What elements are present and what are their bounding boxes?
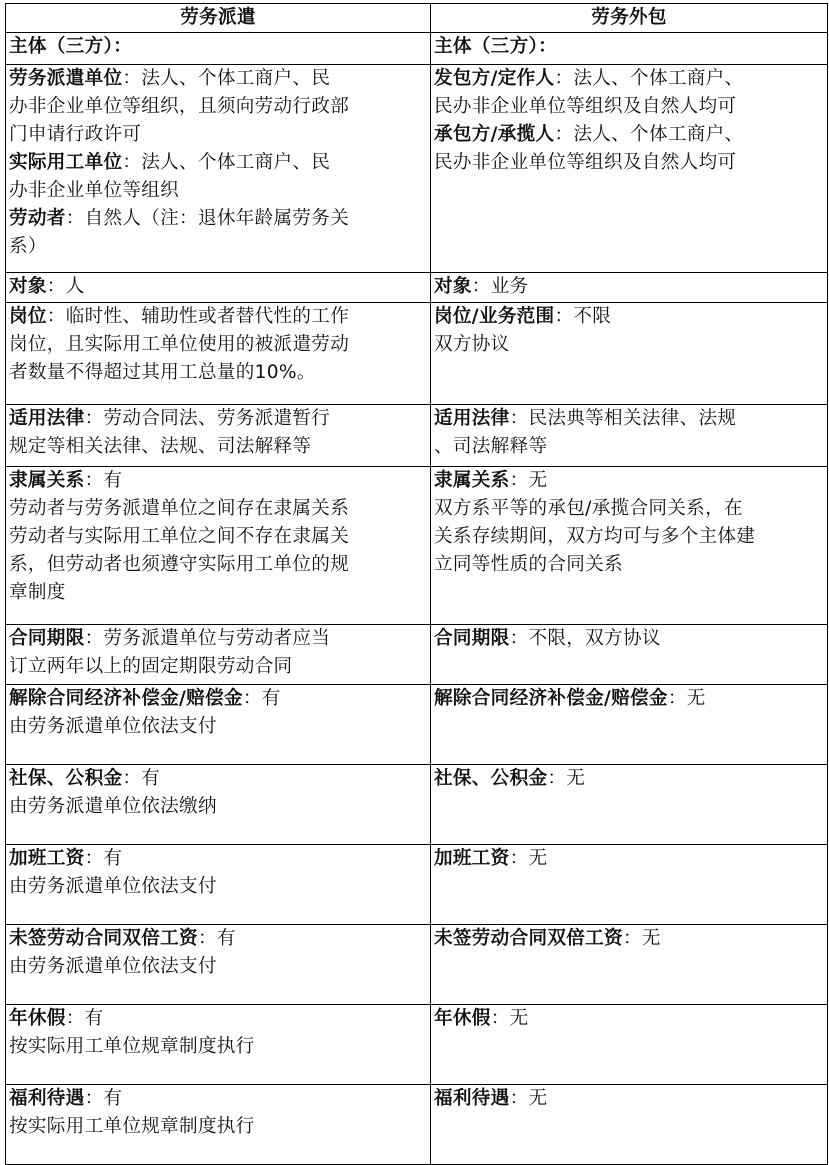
cell-label: 合同期限 <box>434 628 510 649</box>
cell-line <box>9 551 427 579</box>
table-row <box>6 925 828 1005</box>
cell-line <box>9 579 427 607</box>
cell-text: ：有 <box>84 848 123 869</box>
cell-line <box>9 495 427 523</box>
cell-label: 福利待遇 <box>9 1088 85 1109</box>
cell-label: 隶属关系 <box>9 470 85 491</box>
cell-line <box>434 433 824 461</box>
table-row <box>6 273 828 303</box>
cell-text: 立同等性质的合同关系 <box>434 554 623 575</box>
cell-label: 未签劳动合同双倍工资 <box>9 928 198 949</box>
cell-label: 实际用工单位 <box>9 152 123 173</box>
cell-text: ：无 <box>490 1008 529 1029</box>
cell-line <box>9 467 427 495</box>
cell-text: 按实际用工单位规章制度执行 <box>9 1116 255 1137</box>
cell-label: 合同期限 <box>9 628 85 649</box>
cell-label: 对象 <box>9 276 47 297</box>
cell-text: ：法人、个体工商户、民 <box>122 68 331 89</box>
cell-line <box>434 1085 824 1113</box>
dispatch-cell <box>6 273 431 303</box>
cell-line <box>9 433 427 461</box>
cell-text: 规定等相关法律、法规、司法解释等 <box>9 436 312 457</box>
cell-label: 对象 <box>434 276 472 297</box>
cell-line <box>9 1033 427 1061</box>
cell-text: 按实际用工单位规章制度执行 <box>9 1036 255 1057</box>
header-labor-dispatch: 劳务派遣 <box>6 4 431 33</box>
cell-label: 年休假 <box>434 1008 491 1029</box>
cell-text: 民办非企业单位等组织及自然人均可 <box>434 152 737 173</box>
cell-line <box>9 685 427 713</box>
cell-text: ：无 <box>509 1088 548 1109</box>
outsourcing-cell <box>431 625 828 685</box>
cell-line <box>434 93 824 121</box>
dispatch-cell <box>6 1005 431 1085</box>
header-row <box>6 4 828 33</box>
cell-line <box>9 121 427 149</box>
comparison-table <box>5 3 828 1165</box>
cell-line <box>9 331 427 359</box>
cell-text: ：无 <box>667 688 706 709</box>
cell-text: 岗位，且实际用工单位使用的被派遣劳动 <box>9 334 350 355</box>
cell-label: 加班工资 <box>9 848 85 869</box>
cell-line <box>9 359 427 387</box>
table-row <box>6 845 828 925</box>
cell-line <box>434 121 824 149</box>
cell-line <box>434 149 824 177</box>
cell-line <box>434 625 824 653</box>
cell-text: 章制度 <box>9 582 66 603</box>
dispatch-cell <box>6 625 431 685</box>
cell-line <box>434 925 824 953</box>
cell-line <box>9 925 427 953</box>
cell-text: 办非企业单位等组织 <box>9 180 180 201</box>
table-row <box>6 303 828 405</box>
cell-line <box>9 65 427 93</box>
cell-line <box>434 65 824 93</box>
cell-line <box>434 405 824 433</box>
cell-line <box>9 1085 427 1113</box>
outsourcing-cell <box>431 65 828 273</box>
outsourcing-cell <box>431 33 828 65</box>
cell-label: 加班工资 <box>434 848 510 869</box>
cell-label: 解除合同经济补偿金/赔偿金 <box>434 688 668 709</box>
cell-line <box>9 149 427 177</box>
cell-text: 由劳务派遣单位依法支付 <box>9 956 217 977</box>
dispatch-cell <box>6 845 431 925</box>
table-row <box>6 625 828 685</box>
cell-label: 主体（三方）： <box>9 36 132 57</box>
cell-text: ：自然人（注：退休年龄属劳务关 <box>65 208 350 229</box>
cell-text: ：法人、个体工商户、 <box>554 124 744 145</box>
cell-label: 年休假 <box>9 1008 66 1029</box>
cell-text: 门申请行政许可 <box>9 124 142 145</box>
table-body <box>6 33 828 1165</box>
cell-line <box>9 273 427 301</box>
dispatch-cell <box>6 405 431 467</box>
cell-line <box>9 93 427 121</box>
cell-line <box>434 1005 824 1033</box>
outsourcing-cell <box>431 845 828 925</box>
outsourcing-cell <box>431 685 828 765</box>
cell-text: ：不限，双方协议 <box>509 628 661 649</box>
cell-label: 未签劳动合同双倍工资 <box>434 928 623 949</box>
cell-line <box>9 953 427 981</box>
cell-line <box>9 1113 427 1141</box>
cell-text: ：有 <box>84 470 123 491</box>
cell-line <box>434 303 824 331</box>
cell-line <box>434 331 824 359</box>
dispatch-cell <box>6 33 431 65</box>
cell-line <box>434 551 824 579</box>
table-row <box>6 405 828 467</box>
cell-line <box>9 303 427 331</box>
cell-line <box>9 233 427 261</box>
cell-text: 民办非企业单位等组织及自然人均可 <box>434 96 737 117</box>
outsourcing-cell <box>431 303 828 405</box>
dispatch-cell <box>6 685 431 765</box>
cell-line <box>434 685 824 713</box>
header-labor-outsourcing: 劳务外包 <box>431 4 828 33</box>
outsourcing-cell <box>431 925 828 1005</box>
cell-label: 岗位/业务范围 <box>434 306 555 327</box>
dispatch-cell <box>6 65 431 273</box>
cell-line <box>434 495 824 523</box>
cell-line <box>434 845 824 873</box>
cell-line <box>434 523 824 551</box>
cell-label: 福利待遇 <box>434 1088 510 1109</box>
cell-label: 岗位 <box>9 306 47 327</box>
cell-text: 、司法解释等 <box>434 436 548 457</box>
cell-text: ：有 <box>122 768 161 789</box>
dispatch-cell <box>6 925 431 1005</box>
cell-text: ：业务 <box>471 276 529 297</box>
cell-label: 主体（三方）： <box>434 36 557 57</box>
cell-line <box>434 33 824 61</box>
cell-text: 由劳务派遣单位依法支付 <box>9 876 217 897</box>
table-row <box>6 33 828 65</box>
cell-line <box>434 273 824 301</box>
cell-text: ：法人、个体工商户、 <box>554 68 744 89</box>
cell-text: 劳动者与劳务派遣单位之间存在隶属关系 <box>9 498 350 519</box>
cell-line <box>434 467 824 495</box>
cell-text: ：有 <box>65 1008 104 1029</box>
cell-text: ：人 <box>46 276 85 297</box>
cell-line <box>9 765 427 793</box>
cell-text: ：民法典等相关法律、法规 <box>509 408 737 429</box>
cell-text: ：临时性、辅助性或者替代性的工作 <box>46 306 350 327</box>
outsourcing-cell <box>431 467 828 625</box>
outsourcing-cell <box>431 405 828 467</box>
dispatch-cell <box>6 303 431 405</box>
cell-line <box>434 765 824 793</box>
cell-text: 者数量不得超过其用工总量的10%。 <box>9 362 316 383</box>
cell-text: ：有 <box>197 928 236 949</box>
cell-text: ：不限 <box>554 306 612 327</box>
cell-line <box>9 713 427 741</box>
table-row <box>6 65 828 273</box>
cell-text: ：无 <box>509 470 548 491</box>
cell-text: 办非企业单位等组织，且须向劳动行政部 <box>9 96 350 117</box>
cell-line <box>9 653 427 681</box>
table-row <box>6 467 828 625</box>
cell-line <box>9 33 427 61</box>
cell-text: 订立两年以上的固定期限劳动合同 <box>9 656 293 677</box>
table-row <box>6 1085 828 1165</box>
outsourcing-cell <box>431 273 828 303</box>
cell-label: 劳动者 <box>9 208 66 229</box>
cell-text: ：有 <box>84 1088 123 1109</box>
cell-text: ：无 <box>622 928 661 949</box>
cell-line <box>9 625 427 653</box>
table-row <box>6 1005 828 1085</box>
cell-text: 系，但劳动者也须遵守实际用工单位的规 <box>9 554 350 575</box>
cell-text: 关系存续期间，双方均可与多个主体建 <box>434 526 756 547</box>
cell-line <box>9 1005 427 1033</box>
cell-label: 适用法律 <box>434 408 510 429</box>
cell-label: 适用法律 <box>9 408 85 429</box>
cell-line <box>9 177 427 205</box>
outsourcing-cell <box>431 1085 828 1165</box>
cell-label: 社保、公积金 <box>434 768 548 789</box>
cell-text: 双方协议 <box>434 334 510 355</box>
cell-label: 承包方/承揽人 <box>434 124 555 145</box>
cell-text: 双方系平等的承包/承揽合同关系，在 <box>434 498 743 519</box>
cell-label: 解除合同经济补偿金/赔偿金 <box>9 688 243 709</box>
cell-label: 发包方/定作人 <box>434 68 555 89</box>
cell-text: ：无 <box>509 848 548 869</box>
outsourcing-cell <box>431 765 828 845</box>
cell-text: 劳动者与实际用工单位之间不存在隶属关 <box>9 526 350 547</box>
dispatch-cell <box>6 467 431 625</box>
cell-text: ：有 <box>242 688 281 709</box>
outsourcing-cell <box>431 1005 828 1085</box>
cell-line <box>9 523 427 551</box>
table-row <box>6 685 828 765</box>
cell-line <box>9 405 427 433</box>
cell-text: ：无 <box>547 768 586 789</box>
cell-text: 由劳务派遣单位依法缴纳 <box>9 796 217 817</box>
cell-text: ：法人、个体工商户、民 <box>122 152 331 173</box>
cell-line <box>9 205 427 233</box>
cell-line <box>9 845 427 873</box>
cell-text: ：劳务派遣单位与劳动者应当 <box>84 628 331 649</box>
cell-line <box>9 873 427 901</box>
cell-label: 社保、公积金 <box>9 768 123 789</box>
cell-text: 由劳务派遣单位依法支付 <box>9 716 217 737</box>
cell-label: 隶属关系 <box>434 470 510 491</box>
cell-text: 系） <box>9 236 47 257</box>
cell-text: ：劳动合同法、劳务派遣暂行 <box>84 408 331 429</box>
dispatch-cell <box>6 765 431 845</box>
cell-label: 劳务派遣单位 <box>9 68 123 89</box>
table-row <box>6 765 828 845</box>
dispatch-cell <box>6 1085 431 1165</box>
cell-line <box>9 793 427 821</box>
